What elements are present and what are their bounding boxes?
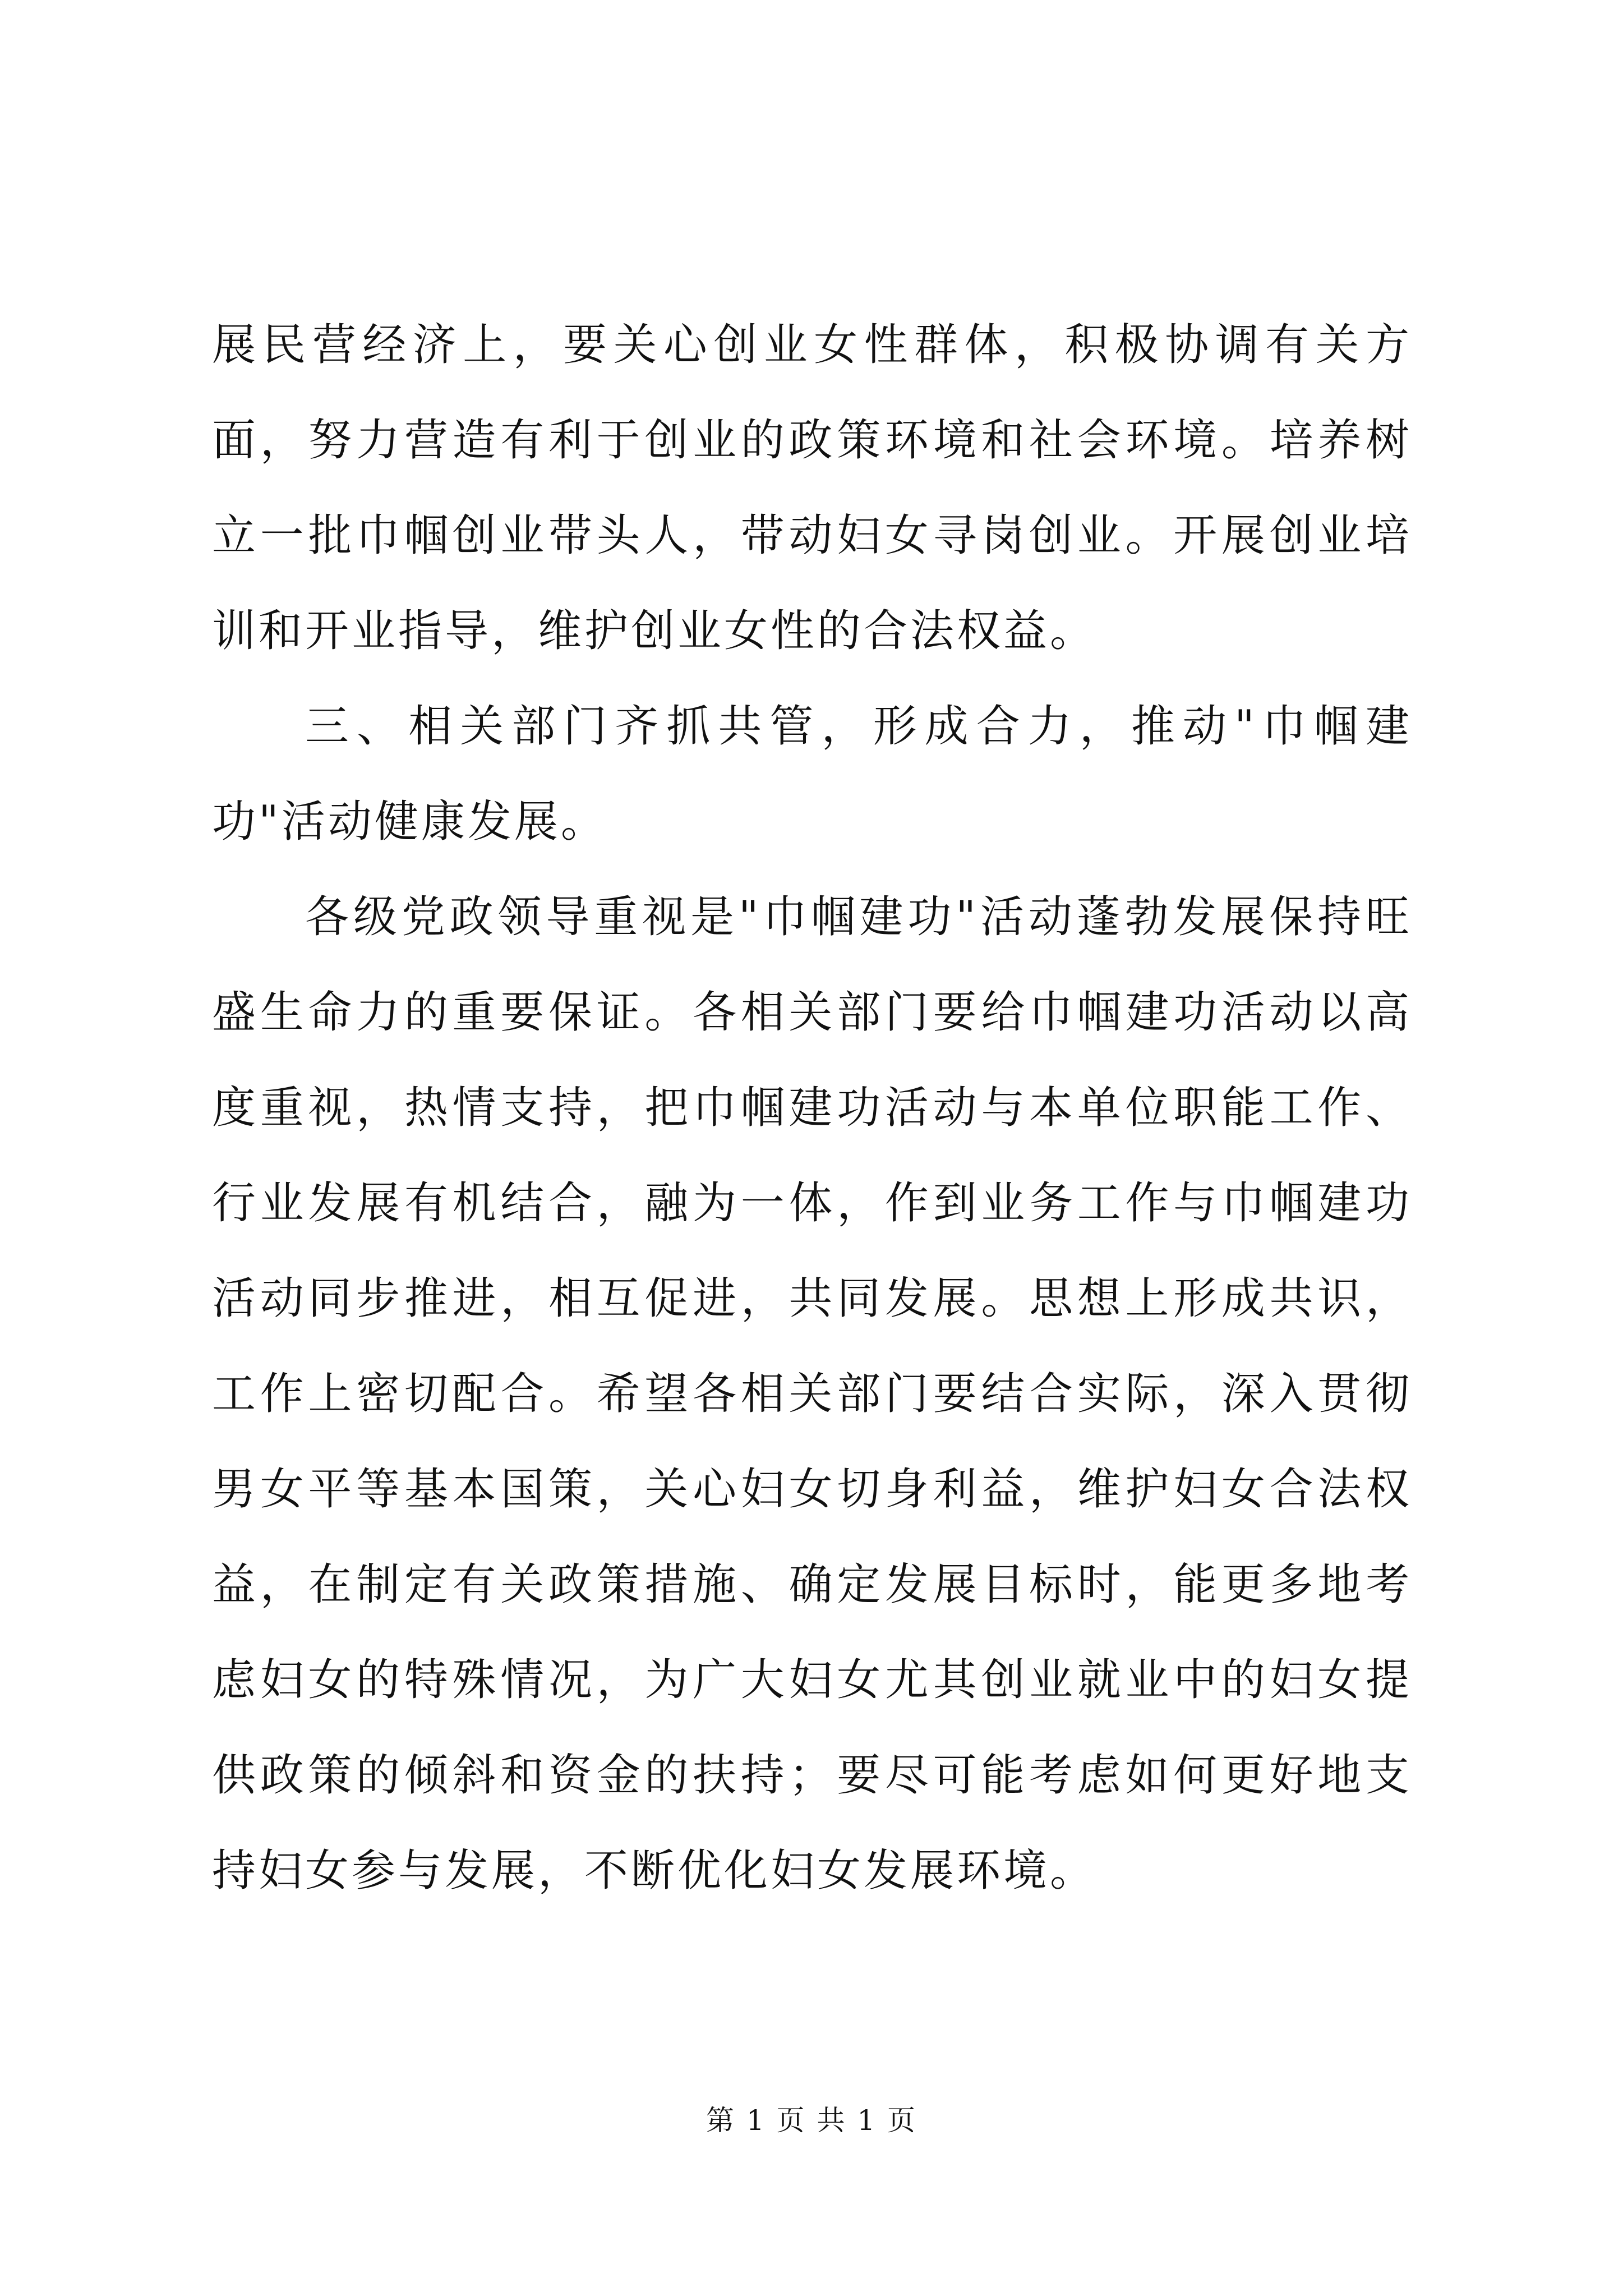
section-heading-paragraph: 三、相关部门齐抓共管，形成合力，推动"巾帼建功"活动健康发展。 xyxy=(212,701,1412,847)
page-footer: 第 1 页 共 1 页 xyxy=(706,2104,917,2137)
document-body xyxy=(212,297,1412,1918)
body-paragraph-1: 展民营经济上，要关心创业女性群体，积极协调有关方面，努力营造有利于创业的政策环境和社会环境。培养树立一批巾帼创业带头人，带动妇女寻岗创业。开展创业培训和开业指导，维护创业女性的合法权益。 xyxy=(212,320,1412,656)
body-paragraph-3: 各级党政领导重视是"巾帼建功"活动蓬勃发展保持旺盛生命力的重要保证。各相关部门要给巾帼建功活动以高度重视，热情支持，把巾帼建功活动与本单位职能工作、行业发展有机结合，融为一体，作到业务工作与巾帼建功活动同步推进，相互促进，共同发展。思想上形成共识，工作上密切配合。希望各相关部门要结合实际，深入贯彻男女平等基本国策，关心妇女切身利益，维护妇女合法权益，在制定有关政策措施、确定发展目标时，能更多地考虑妇女的特殊情况，为广大妇女尤其创业就业中的妇女提供政策的倾斜和资金的扶持；要尽可能考虑如何更好地支持妇女参与发展，不断优化妇女发展环境。 xyxy=(212,892,1412,1896)
